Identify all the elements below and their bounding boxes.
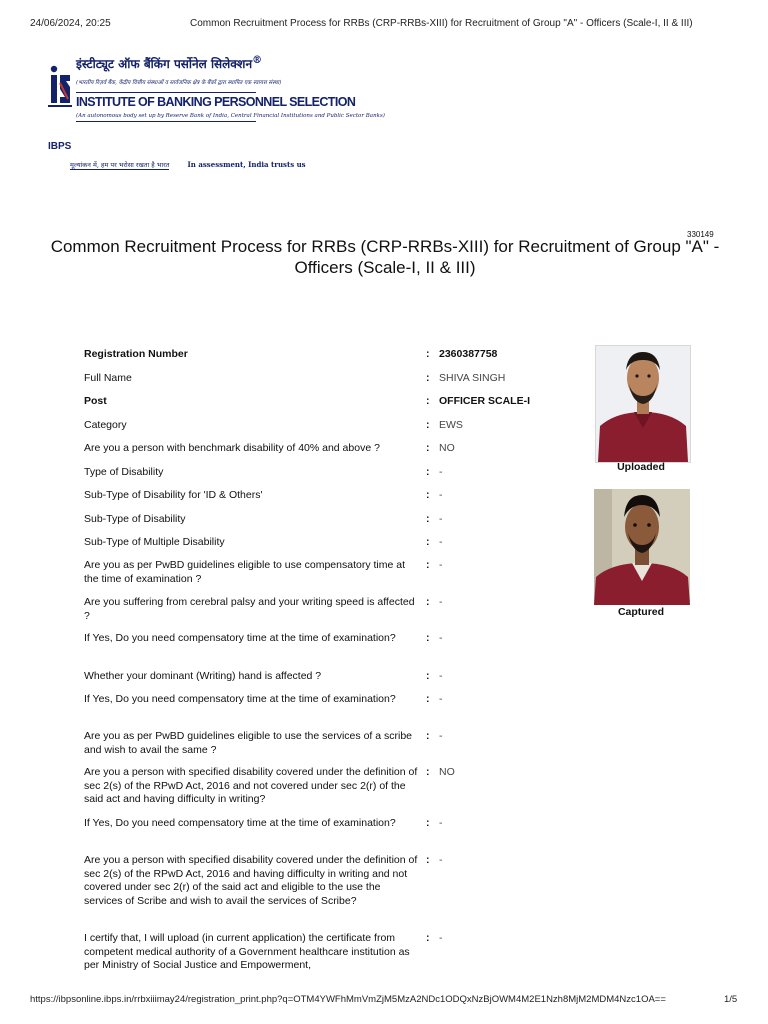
document-title: Common Recruitment Process for RRBs (CRP-RRBs-XIII) for Recruitment of Group "A" - Officers (Scale-I, II & III) [50, 237, 720, 277]
field-label: Post [84, 395, 107, 407]
field-label: Are you a person with specified disability covered under the definition of sec 2(s) of the RPwD Act, 2016 and having difficulty in writing and not covered under sec 2(r) of the said act and eligible to the use the services of Scribe and wish to avail the services of Scribe? [84, 854, 418, 907]
field-value: - [439, 559, 443, 571]
field-label: If Yes, Do you need compensatory time at the time of examination? [84, 632, 396, 644]
field-value: EWS [439, 419, 463, 431]
captured-photo [594, 489, 690, 605]
field-value: - [439, 632, 443, 644]
field-label: Are you as per PwBD guidelines eligible to use compensatory time at the time of examination ? [84, 559, 405, 585]
ibps-logo [48, 55, 385, 180]
captured-photo-caption: Captured [617, 606, 665, 618]
document-code: 330149 [687, 230, 714, 239]
field-value: - [439, 596, 443, 608]
field-label: Registration Number [84, 348, 188, 360]
uploaded-photo-caption: Uploaded [617, 461, 665, 473]
print-page-title: Common Recruitment Process for RRBs (CRP-RRBs-XIII) for Recruitment of Group "A" - Officers (Scale-I, II & III) [190, 18, 693, 29]
logo-hindi-name: इंस्टीट्यूट ऑफ बैंकिंग पर्सोनेल सिलेक्शन® [76, 55, 263, 71]
registered-mark: ® [252, 55, 263, 66]
field-value: OFFICER SCALE-I [439, 395, 530, 407]
field-value: NO [439, 766, 455, 778]
field-label: Are you a person with specified disability covered under the definition of sec 2(s) of the RPwD Act, 2016 and not covered under sec 2(r) of the said act and having difficulty in writing? [84, 766, 418, 805]
logo-english-motto: In assessment, India trusts us [187, 160, 306, 169]
field-label: Full Name [84, 372, 132, 384]
field-value: - [439, 670, 443, 682]
field-value: - [439, 730, 443, 742]
field-value: - [439, 693, 443, 705]
field-label: Sub-Type of Disability for 'ID & Others' [84, 489, 263, 501]
field-label: If Yes, Do you need compensatory time at the time of examination? [84, 693, 396, 705]
person-portrait-icon [596, 346, 690, 462]
field-value: SHIVA SINGH [439, 372, 506, 384]
logo-hindi-motto: मूल्यांकन में, हम पर भरोसा रखता है भारत [70, 161, 170, 169]
field-label: Type of Disability [84, 466, 164, 478]
logo-english-tagline: (An autonomous body set up by Reserve Bank of India, Central Financial Institutions and Public Sector Banks) [76, 113, 256, 122]
print-datetime: 24/06/2024, 20:25 [30, 18, 111, 29]
field-label: Sub-Type of Multiple Disability [84, 536, 225, 548]
field-label: Whether your dominant (Writing) hand is affected ? [84, 670, 322, 682]
field-value: - [439, 513, 443, 525]
field-label: Are you a person with benchmark disability of 40% and above ? [84, 442, 380, 454]
field-label: If Yes, Do you need compensatory time at the time of examination? [84, 817, 396, 829]
print-url: https://ibpsonline.ibps.in/rrbxiiimay24/registration_print.php?q=OTM4YWFhMmVmZjM5MzA2NDc1ODQxNzBjOWM4M2E1Nzh8MjM2MDM4Nzc1OA== [30, 994, 666, 1005]
field-value: NO [439, 442, 455, 454]
person-portrait-icon [594, 489, 690, 605]
field-value: - [439, 932, 443, 944]
field-label: Category [84, 419, 127, 431]
field-value: - [439, 489, 443, 501]
logo-text-block [76, 55, 385, 122]
ibps-abbr: IBPS [48, 141, 72, 152]
logo-hindi-tagline: (भारतीय रिज़र्व बैंक, केंद्रीय वित्तीय संस्थाओं व सार्वजनिक क्षेत्र के बैंकों द्वारा स्थापित एक स्वायत्त संस्था) [76, 80, 282, 86]
field-value: 2360387758 [439, 348, 498, 360]
uploaded-photo [595, 345, 691, 463]
print-page-number: 1/5 [724, 994, 738, 1005]
field-value: - [439, 536, 443, 548]
field-value: - [439, 854, 443, 866]
field-value: - [439, 817, 443, 829]
field-label: I certify that, I will upload (in current application) the certificate from competent medical authority of a Government healthcare institution as per Ministry of Social Justice and Empowerment, [84, 932, 410, 971]
field-label: Are you suffering from cerebral palsy and your writing speed is affected ? [84, 596, 415, 622]
field-label: Sub-Type of Disability [84, 513, 186, 525]
field-label: Are you as per PwBD guidelines eligible to use the services of a scribe and wish to avail the same ? [84, 730, 413, 756]
logo-english-name: INSTITUTE OF BANKING PERSONNEL SELECTION [76, 92, 256, 109]
field-value: - [439, 466, 443, 478]
logo-mottos [48, 160, 306, 170]
